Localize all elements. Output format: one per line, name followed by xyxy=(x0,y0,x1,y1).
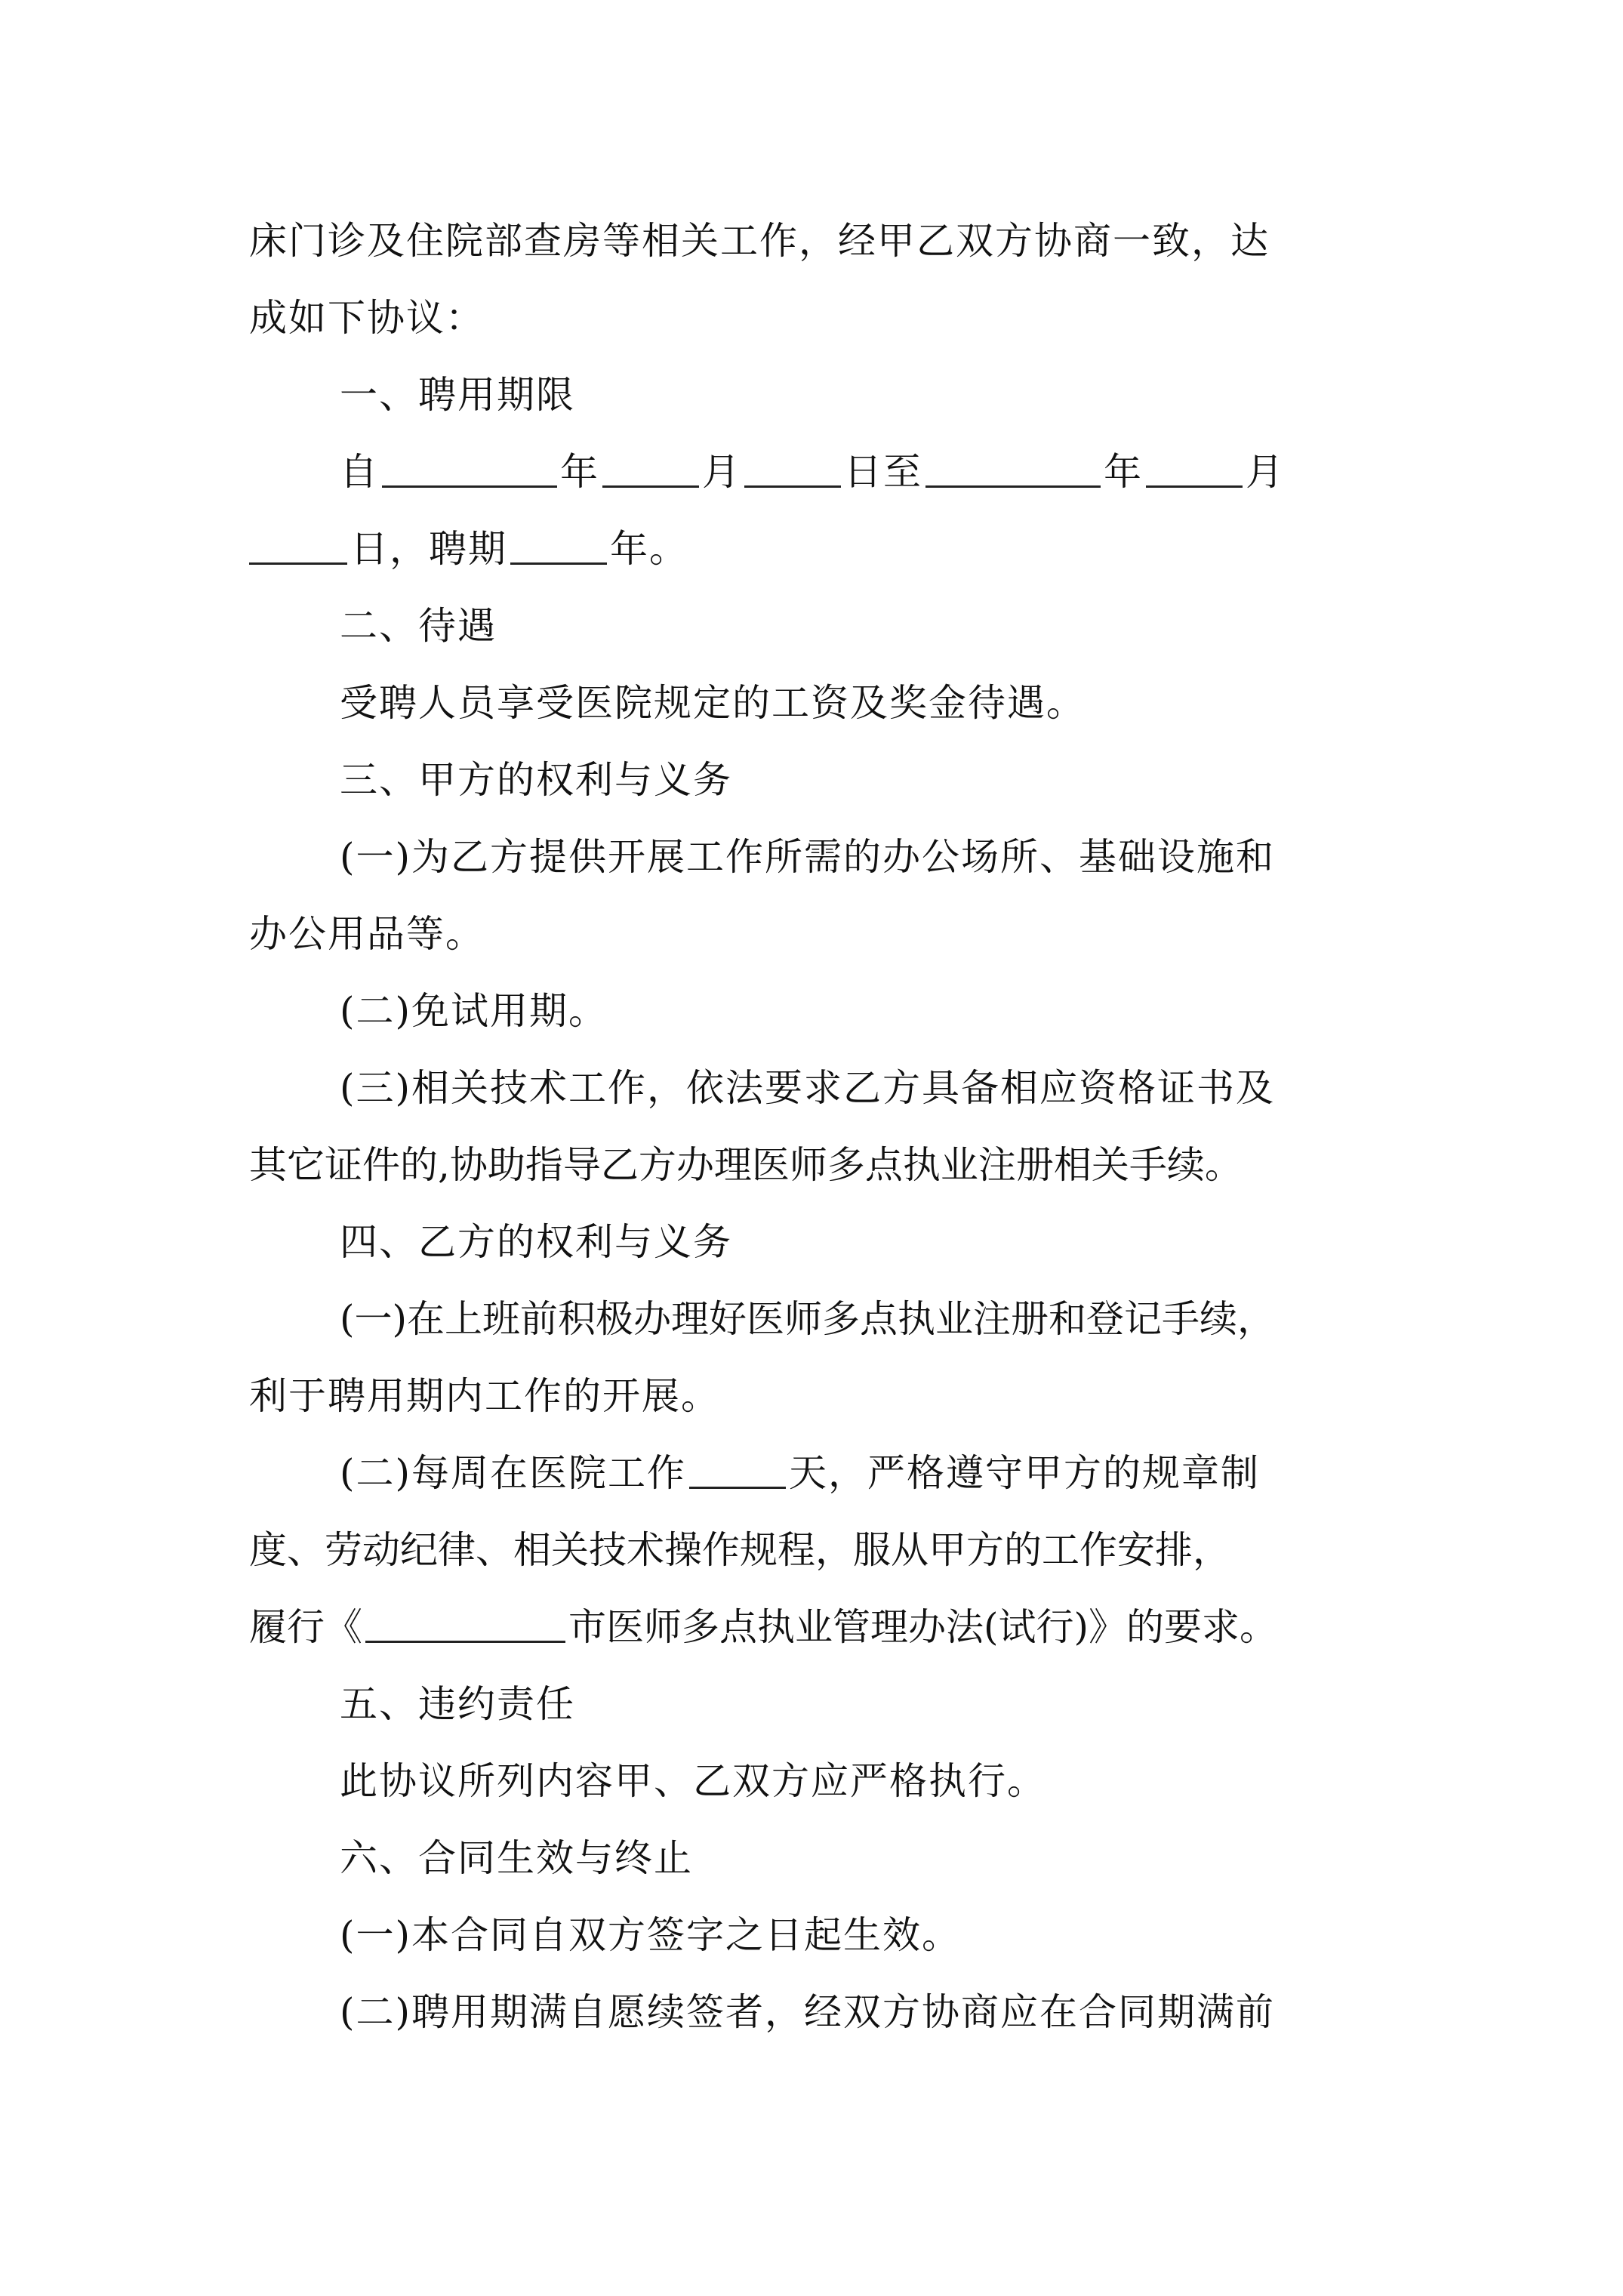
paragraph-line: 床门诊及住院部查房等相关工作，经甲乙双方协商一致，达 xyxy=(249,219,1270,263)
start-day-blank xyxy=(744,446,841,488)
paragraph-line: 受聘人员享受医院规定的工资及奖金待遇。 xyxy=(340,681,1086,725)
clause-line: 度、劳动纪律、相关技术操作规程，服从甲方的工作安排， xyxy=(249,1528,1230,1572)
text-segment: 市医师多点执业管理办法(试行)》的要求。 xyxy=(568,1605,1278,1649)
clause-line: (一)在上班前积极办理好医师多点执业注册和登记手续， xyxy=(340,1297,1276,1341)
section-heading: 一、聘用期限 xyxy=(340,373,575,417)
text-segment: 月 xyxy=(1246,450,1285,494)
text-segment: 日，聘期 xyxy=(350,527,507,571)
clause-line: (一)本合同自双方签字之日起生效。 xyxy=(340,1913,962,1957)
section-heading: 五、违约责任 xyxy=(340,1682,575,1726)
text-segment: 自 xyxy=(340,450,379,494)
clause-line: (三)相关技术工作，依法要求乙方具备相应资格证书及 xyxy=(340,1066,1276,1110)
term-duration-line xyxy=(249,510,1381,587)
regulation-line xyxy=(249,1589,1381,1666)
text-segment: 天，严格遵守甲方的规章制 xyxy=(789,1451,1261,1495)
text-segment: 日至 xyxy=(844,450,922,494)
text-segment: 年 xyxy=(560,450,599,494)
clause-line: 利于聘用期内工作的开展。 xyxy=(249,1374,720,1418)
text-segment: 年 xyxy=(1104,450,1143,494)
clause-line: 其它证件的,协助指导乙方办理医师多点执业注册相关手续。 xyxy=(249,1143,1243,1187)
term-years-blank xyxy=(510,523,607,565)
text-segment: 月 xyxy=(702,450,741,494)
clause-line: (二)聘用期满自愿续签者，经双方协商应在合同期满前 xyxy=(340,1990,1276,2034)
end-day-blank xyxy=(249,523,347,565)
document-body xyxy=(249,202,1381,2051)
city-name-blank xyxy=(365,1601,565,1643)
text-segment: 年。 xyxy=(610,527,688,571)
paragraph-line: 成如下协议： xyxy=(249,296,485,340)
start-year-blank xyxy=(382,446,557,488)
end-year-blank xyxy=(925,446,1101,488)
paragraph-line: 此协议所列内容甲、乙双方应严格执行。 xyxy=(340,1759,1046,1803)
clause-line: (一)为乙方提供开展工作所需的办公场所、基础设施和 xyxy=(340,835,1276,879)
section-heading: 三、甲方的权利与义务 xyxy=(340,758,732,802)
clause-line: (二)免试用期。 xyxy=(340,989,608,1033)
term-dates-line xyxy=(249,433,1381,510)
section-heading: 二、待遇 xyxy=(340,604,497,648)
clause-line: 办公用品等。 xyxy=(249,912,485,956)
section-heading: 四、乙方的权利与义务 xyxy=(340,1220,732,1264)
start-month-blank xyxy=(602,446,699,488)
section-heading: 六、合同生效与终止 xyxy=(340,1836,693,1880)
end-month-blank xyxy=(1146,446,1243,488)
text-segment: 履行《 xyxy=(249,1605,362,1649)
days-per-week-blank xyxy=(689,1447,786,1489)
text-segment: (二)每周在医院工作 xyxy=(340,1451,687,1495)
workdays-line xyxy=(249,1435,1381,1512)
